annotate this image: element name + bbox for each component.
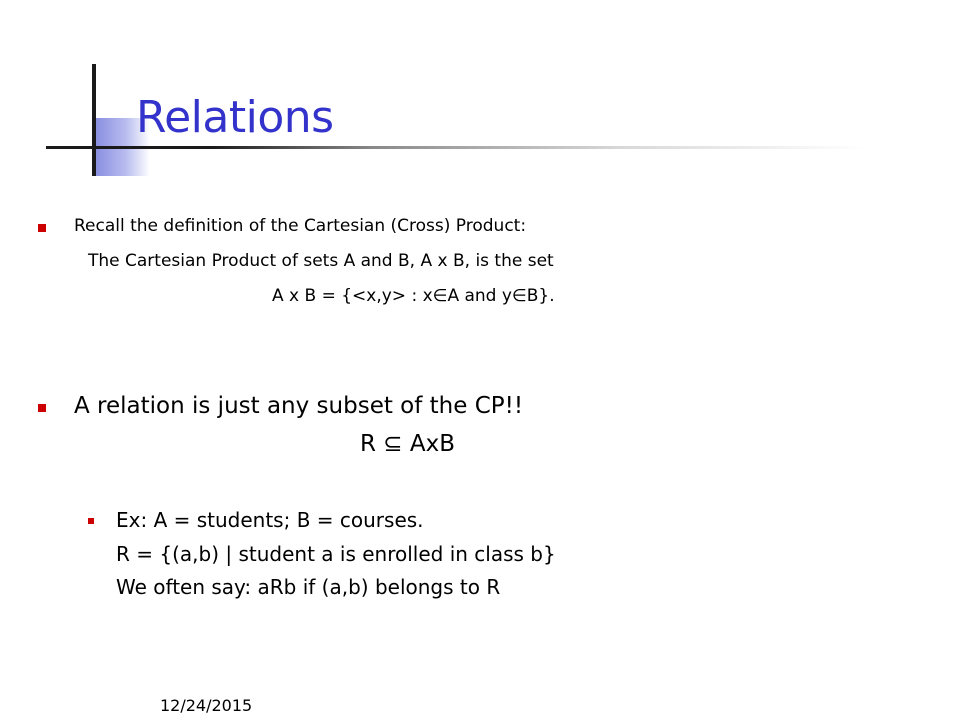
slide-date: 12/24/2015	[160, 696, 253, 715]
title-underline	[46, 146, 866, 149]
sub-bullet-text: Ex: A = students; B = courses.	[116, 508, 424, 532]
bullet-1-line-3: A x B = {<x,y> : x∈A and y∈B}.	[272, 286, 555, 306]
sub-bullet-line-2: R = {(a,b) | student a is enrolled in class b}	[116, 542, 556, 566]
title-vertical-bar	[92, 64, 96, 176]
sub-bullet-line-3: We often say: aRb if (a,b) belongs to R	[116, 575, 501, 599]
subset-formula: R ⊆ AxB	[360, 431, 455, 457]
slide-title: Relations	[136, 92, 334, 143]
bullet-marker	[38, 404, 46, 412]
bullet-1-line-2: The Cartesian Product of sets A and B, A x B, is the set	[88, 251, 554, 271]
bullet-1-text: Recall the definition of the Cartesian (Cross) Product:	[74, 216, 527, 236]
sub-bullet-marker	[88, 518, 94, 524]
bullet-marker	[38, 224, 46, 232]
bullet-2-text: A relation is just any subset of the CP!!	[74, 393, 524, 419]
